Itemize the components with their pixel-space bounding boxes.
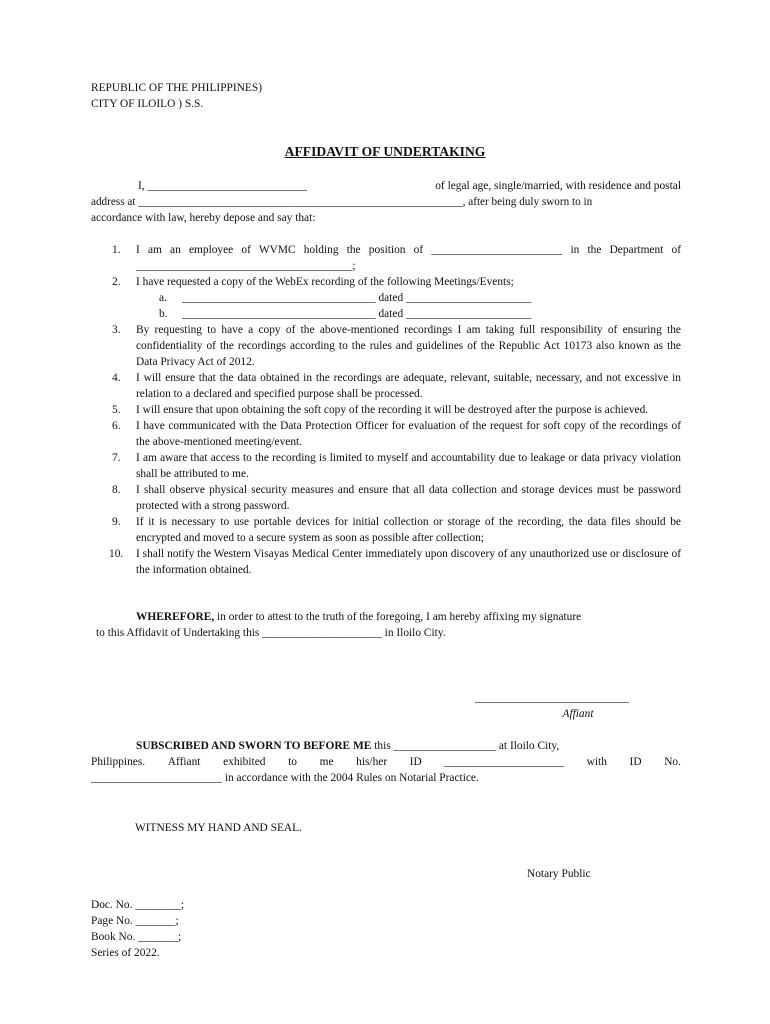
venue-line-republic: REPUBLIC OF THE PHILIPPINES) <box>91 82 262 94</box>
list-item: 9. If it is necessary to use portable devices for initial collection or storage of the recording, the data files should be encrypted and moved to a secure system as soon as possible after collection; <box>112 516 681 544</box>
list-item: 7. I am aware that access to the recording is limited to myself and accountability due to leakage or data privacy violation shall be attributed to me. <box>112 452 681 480</box>
page-number: Page No. _______; <box>91 915 179 927</box>
undertaking-list <box>91 242 681 578</box>
wherefore-text-2: to this Affidavit of Undertaking this _____________________ in Iloilo City. <box>96 627 446 639</box>
list-item: 4. I will ensure that the data obtained in the recordings are adequate, relevant, suitable, necessary, and not excessive in relation to a declared and specified purpose shall be processed. <box>112 372 681 400</box>
list-item: 5. I will ensure that upon obtaining the soft copy of the recording it will be destroyed after the purpose is achieved. <box>112 404 649 416</box>
venue-line-city: CITY OF ILOILO ) S.S. <box>91 98 204 110</box>
doc-number: Doc. No. ________; <box>91 899 185 911</box>
list-item: 3. By requesting to have a copy of the above-mentioned recordings I am taking full responsibility of ensuring the confidentiality of the recordings according to the rules and guidelines of the Republic Act 10173 also known as the Data Privacy Act of 2012. <box>112 324 681 368</box>
sub-list-item: b. __________________________________ dated ______________________ <box>159 308 532 320</box>
jurat-paragraph <box>91 738 681 786</box>
intro-text-1: of legal age, single/married, with residence and postal <box>435 180 681 192</box>
wherefore-keyword: WHEREFORE, <box>136 611 215 623</box>
affiant-label: Affiant <box>562 708 594 720</box>
sub-list-item: a. __________________________________ dated ______________________ <box>159 292 532 304</box>
document-title: AFFIDAVIT OF UNDERTAKING <box>284 144 486 159</box>
book-number: Book No. _______; <box>91 931 182 943</box>
series-year: Series of 2022. <box>91 947 160 959</box>
affiant-signature-line: ___________________________ <box>475 692 629 704</box>
notary-public-label: Notary Public <box>527 868 591 880</box>
list-item: 6. I have communicated with the Data Protection Officer for evaluation of the request for soft copy of the recordings of the above-mentioned meeting/event. <box>112 420 681 448</box>
venue-header <box>91 80 262 112</box>
intro-text-3: accordance with law, hereby depose and say that: <box>91 212 316 224</box>
jurat-text-1: this __________________ at Iloilo City, <box>371 740 560 752</box>
list-item: 10. I shall notify the Western Visayas Medical Center immediately upon discovery of any unauthorized use or disclosure of the information obtained. <box>109 548 681 576</box>
jurat-line-3: _______________________ in accordance with the 2004 Rules on Notarial Practice. <box>91 772 479 784</box>
witness-statement: WITNESS MY HAND AND SEAL. <box>135 822 302 834</box>
affiant-name-blank: I, ____________________________ <box>138 180 307 192</box>
intro-paragraph <box>91 178 681 226</box>
jurat-line-2: Philippines. Affiant exhibited to me his/her ID _____________________ with ID No. <box>91 756 681 768</box>
list-item: 2. I have requested a copy of the WebEx recording of the following Meetings/Events; <box>112 276 514 288</box>
jurat-keyword: SUBSCRIBED AND SWORN TO BEFORE ME <box>136 740 372 752</box>
wherefore-text: in order to attest to the truth of the foregoing, I am hereby affixing my signature <box>214 611 582 623</box>
intro-text-2: address at __________________________________________________________, after being duly sworn to in <box>91 196 593 208</box>
notarial-register <box>91 897 184 961</box>
list-item: 8. I shall observe physical security measures and ensure that all data collection and storage devices must be password protected with a strong password. <box>112 484 681 512</box>
list-item: 1. I am an employee of WVMC holding the position of _______________________ in the Department of ______________________________________; <box>112 244 681 272</box>
wherefore-paragraph <box>91 609 681 641</box>
